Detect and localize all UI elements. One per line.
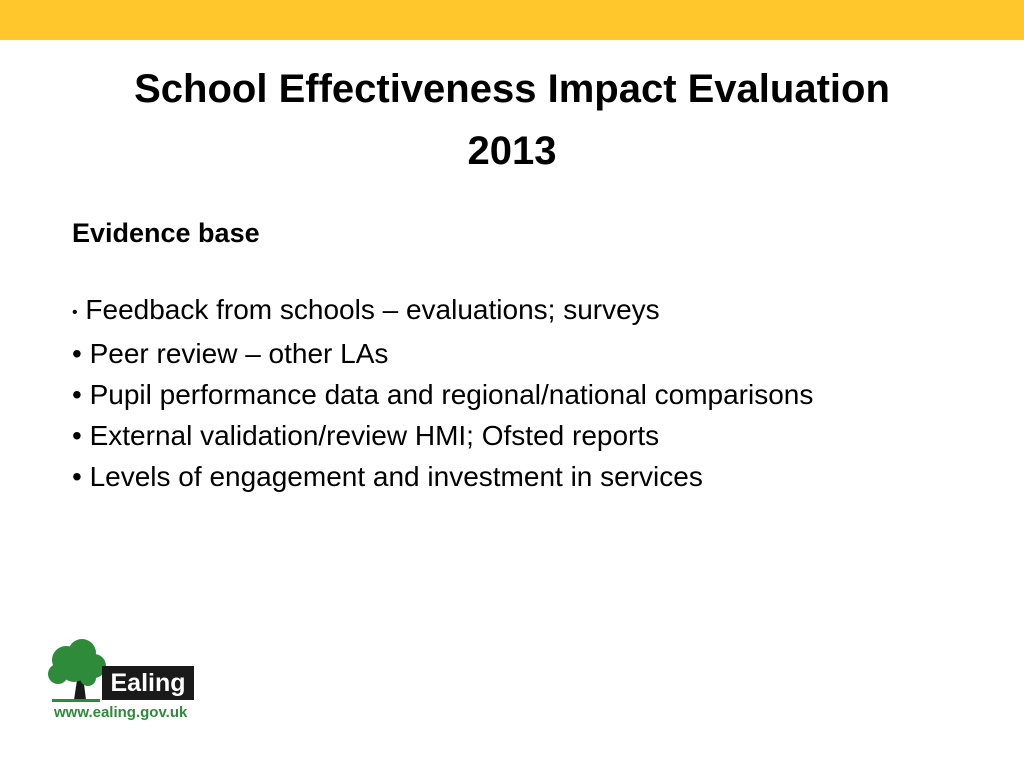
- bullet-item: [72, 333, 932, 374]
- slide-title: [60, 58, 964, 182]
- bullet-glyph: •: [72, 379, 82, 410]
- slide-title-line2: 2013: [467, 129, 557, 173]
- bullet-glyph: •: [72, 338, 82, 369]
- logo-wordmark: Ealing: [102, 666, 194, 700]
- bullet-glyph: •: [72, 420, 82, 451]
- bullet-list: [72, 289, 932, 497]
- bullet-text: Levels of engagement and investment in services: [89, 461, 703, 492]
- bullet-text: Feedback from schools – evaluations; surveys: [85, 294, 660, 325]
- top-accent-bar: [0, 0, 1024, 40]
- bullet-glyph: •: [72, 304, 78, 321]
- bullet-text: Peer review – other LAs: [89, 338, 389, 369]
- ealing-logo: [44, 638, 204, 728]
- bullet-item: [72, 374, 932, 415]
- bullet-item: [72, 289, 932, 333]
- bullet-item: [72, 456, 932, 497]
- logo-url: www.ealing.gov.uk: [54, 704, 188, 721]
- bullet-text: External validation/review HMI; Ofsted reports: [89, 420, 660, 451]
- section-heading: Evidence base: [72, 218, 260, 248]
- bullet-text: Pupil performance data and regional/national comparisons: [89, 379, 814, 410]
- bullet-glyph: •: [72, 461, 82, 492]
- bullet-item: [72, 415, 932, 456]
- slide-title-line1: School Effectiveness Impact Evaluation: [134, 67, 890, 111]
